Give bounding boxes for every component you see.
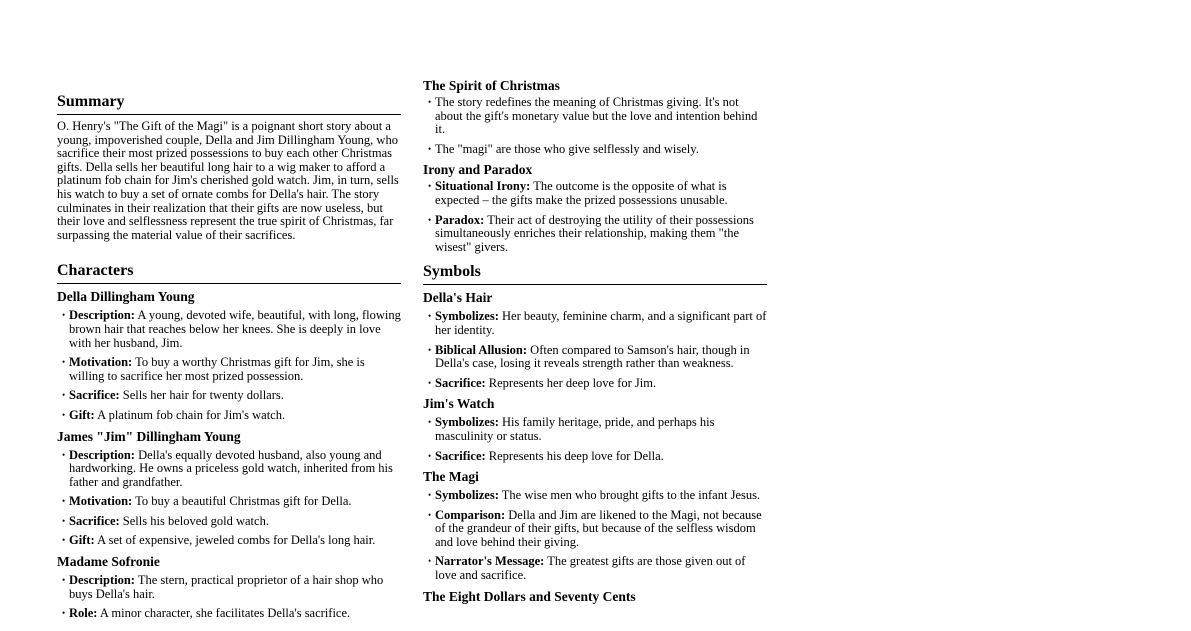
symbol-group-heading: The Magi xyxy=(423,469,479,485)
list-item xyxy=(423,377,767,391)
list-item xyxy=(423,344,767,371)
list-item xyxy=(57,515,401,529)
item-text: Represents her deep love for Jim. xyxy=(488,375,657,390)
list-item xyxy=(423,143,767,157)
summary-text: O. Henry's "The Gift of the Magi" is a poignant short story about a young, impoverished couple, Della and Jim Dillingham Young, who sacrifice their most prized possessions to buy each other Christmas gifts. Della sells her beautiful long hair to a wig maker to afford a platinum fob chain for Jim's cherished gold watch. Jim, in turn, sells his watch to buy a set of ornate combs for Della's hair. The story culminates in their realization that their gifts are now useless, but their love and selflessness represent the true spirit of Christmas, far surpassing the material value of their sacrifices. xyxy=(57,119,399,242)
item-text: To buy a worthy Christmas gift for Jim, she is willing to sacrifice her most prized possession. xyxy=(69,355,365,383)
character-bullet-list xyxy=(57,574,401,621)
item-text: Her beauty, feminine charm, and a significant part of her identity. xyxy=(435,309,767,337)
item-label: Description: xyxy=(69,573,135,588)
character-bullet-list xyxy=(57,449,401,549)
summary-heading: Summary xyxy=(57,92,401,115)
theme-group-irony-and-paradox xyxy=(423,162,767,254)
symbol-group-heading: Jim's Watch xyxy=(423,396,495,412)
list-item xyxy=(423,180,767,207)
item-label: Situational Irony: xyxy=(435,179,531,194)
item-text: The story redefines the meaning of Christmas giving. It's not about the gift's monetary value but the love and intention behind it. xyxy=(435,95,758,137)
item-label: Sacrifice: xyxy=(435,375,486,390)
character-group-heading: Della Dillingham Young xyxy=(57,289,195,305)
item-label: Sacrifice: xyxy=(69,388,120,403)
themes-groups xyxy=(423,78,767,254)
symbols-heading: Symbols xyxy=(423,262,767,285)
list-item xyxy=(423,450,767,464)
item-text: A set of expensive, jeweled combs for Della's long hair. xyxy=(97,533,376,548)
item-text: His family heritage, pride, and perhaps his masculinity or status. xyxy=(435,415,715,443)
theme-bullet-list xyxy=(423,180,767,254)
list-item xyxy=(423,509,767,550)
character-group-heading: James "Jim" Dillingham Young xyxy=(57,428,241,444)
symbols-section xyxy=(423,262,767,604)
item-label: Sacrifice: xyxy=(69,513,120,528)
symbol-group-the-eight-dollars-and-seventy-cents xyxy=(423,589,767,605)
theme-group-heading: Irony and Paradox xyxy=(423,162,533,178)
item-text: Della's equally devoted husband, also young and hardworking. He owns a priceless gold watch, inherited from his father and grandfather. xyxy=(69,447,393,489)
list-item xyxy=(423,489,767,503)
item-text: A young, devoted wife, beautiful, with long, flowing brown hair that reaches below her knees. She is deeply in love with her husband, Jim. xyxy=(69,308,401,350)
list-item xyxy=(57,409,401,423)
symbol-bullet-list xyxy=(423,416,767,463)
symbol-bullet-list xyxy=(423,489,767,583)
list-item xyxy=(423,96,767,137)
item-text: Their act of destroying the utility of their possessions simultaneously enriches their relationship, making them "the wisest" givers. xyxy=(435,212,754,254)
item-label: Symbolizes: xyxy=(435,309,499,324)
item-text: Sells her hair for twenty dollars. xyxy=(122,388,284,403)
list-item xyxy=(423,416,767,443)
list-item xyxy=(57,534,401,548)
symbol-group-heading: The Eight Dollars and Seventy Cents xyxy=(423,588,636,604)
symbol-group-jim-s-watch xyxy=(423,396,767,463)
item-label: Comparison: xyxy=(435,507,506,522)
character-group-madame-sofronie xyxy=(57,554,401,621)
list-item xyxy=(57,495,401,509)
list-item xyxy=(57,389,401,403)
symbol-group-della-s-hair xyxy=(423,290,767,390)
list-item xyxy=(423,555,767,582)
item-label: Description: xyxy=(69,447,135,462)
item-label: Gift: xyxy=(69,407,95,422)
characters-section xyxy=(57,261,401,621)
item-label: Gift: xyxy=(69,533,95,548)
list-item xyxy=(57,309,401,350)
item-label: Biblical Allusion: xyxy=(435,342,528,357)
item-label: Symbolizes: xyxy=(435,488,499,503)
item-label: Sacrifice: xyxy=(435,448,486,463)
item-text: A platinum fob chain for Jim's watch. xyxy=(97,407,286,422)
item-text: The stern, practical proprietor of a hair shop who buys Della's hair. xyxy=(69,573,384,601)
character-group-heading: Madame Sofronie xyxy=(57,554,160,570)
item-text: A minor character, she facilitates Della's sacrifice. xyxy=(99,606,351,621)
item-text: The outcome is the opposite of what is expected – the gifts make the prized possessions unusable. xyxy=(435,179,728,207)
item-label: Motivation: xyxy=(69,355,133,370)
item-text: Represents his deep love for Della. xyxy=(488,448,664,463)
item-text: The wise men who brought gifts to the infant Jesus. xyxy=(501,488,761,503)
list-item xyxy=(423,310,767,337)
item-label: Description: xyxy=(69,308,135,323)
characters-groups xyxy=(57,289,401,621)
character-group-james-jim-dillingham-young xyxy=(57,429,401,549)
theme-bullet-list xyxy=(423,96,767,156)
list-item xyxy=(57,607,401,621)
item-text: To buy a beautiful Christmas gift for Della. xyxy=(135,494,352,509)
left-column xyxy=(57,92,401,631)
item-label: Role: xyxy=(69,606,98,621)
item-text: The greatest gifts are those given out of love and sacrifice. xyxy=(435,554,746,583)
symbols-groups xyxy=(423,290,767,604)
list-item xyxy=(57,574,401,601)
item-text: Della and Jim are likened to the Magi, not because of the grandeur of their gifts, but because of the selfless wisdom and love behind their giving. xyxy=(435,507,762,549)
item-label: Narrator's Message: xyxy=(435,554,545,569)
list-item xyxy=(57,356,401,383)
right-column xyxy=(423,78,767,615)
symbol-group-heading: Della's Hair xyxy=(423,290,493,306)
list-item xyxy=(423,214,767,255)
item-label: Motivation: xyxy=(69,494,133,509)
summary-section xyxy=(57,92,401,242)
themes-section xyxy=(423,78,767,254)
character-group-della-dillingham-young xyxy=(57,289,401,422)
item-text: Sells his beloved gold watch. xyxy=(122,513,269,528)
characters-heading: Characters xyxy=(57,261,401,284)
item-text: The "magi" are those who give selflessly and wisely. xyxy=(435,141,699,156)
symbol-bullet-list xyxy=(423,310,767,390)
character-bullet-list xyxy=(57,309,401,422)
symbol-group-the-magi xyxy=(423,469,767,583)
list-item xyxy=(57,449,401,490)
item-text: Often compared to Samson's hair, though in Della's case, losing it reveals strength rather than weakness. xyxy=(435,342,750,371)
theme-group-heading: The Spirit of Christmas xyxy=(423,78,560,93)
item-label: Symbolizes: xyxy=(435,415,499,430)
theme-group-the-spirit-of-christmas xyxy=(423,78,767,156)
item-label: Paradox: xyxy=(435,212,485,227)
